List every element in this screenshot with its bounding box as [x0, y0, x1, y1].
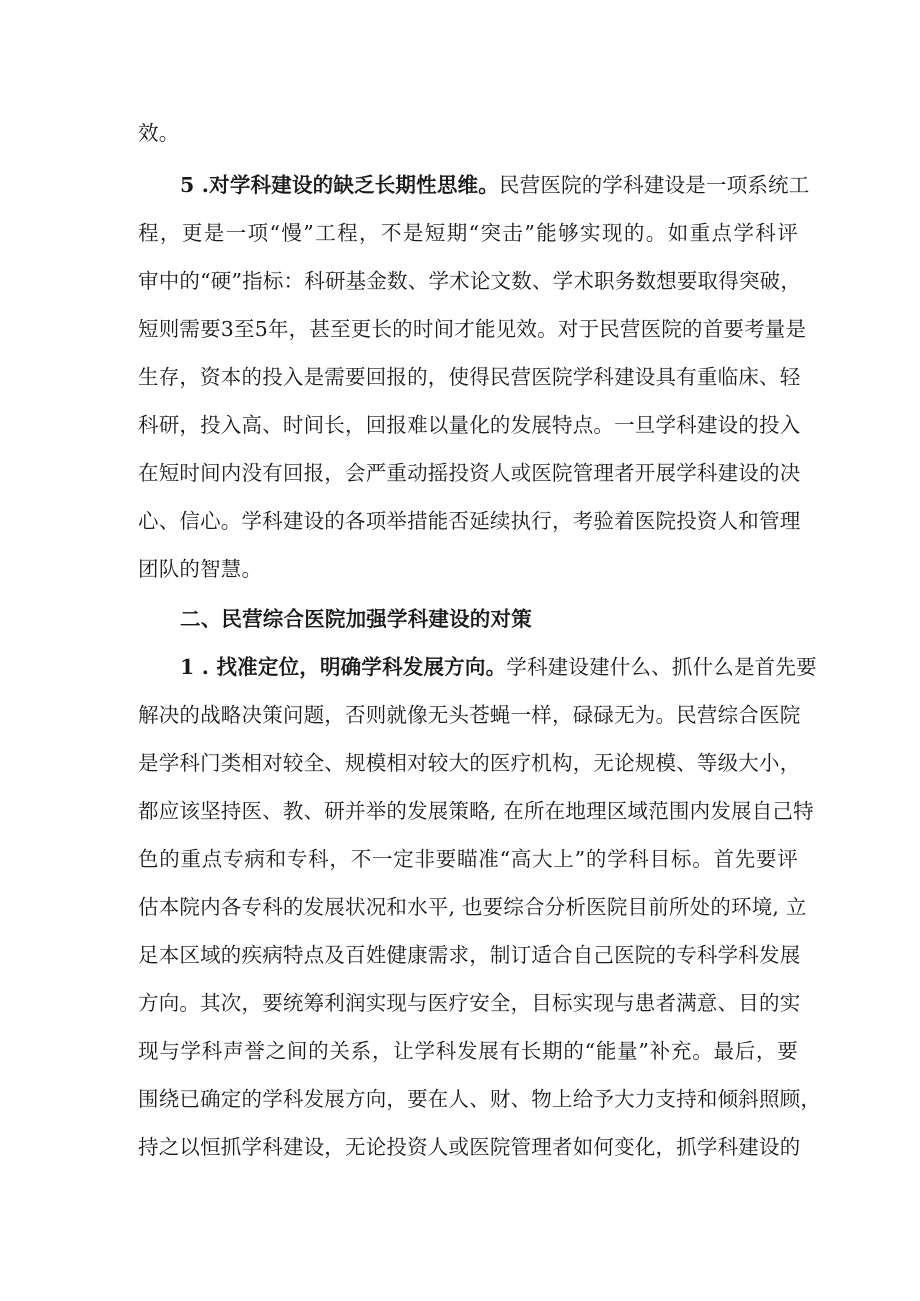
paragraph-line: 都应该坚持医、教、研并举的发展策略, 在所在地理区域范围内发展自己特	[138, 799, 814, 823]
paragraph-line: 团队的智慧。	[138, 557, 263, 581]
paragraph-line: 短则需要3至5年，甚至更长的时间才能见效。对于民营医院的首要考量是	[138, 317, 807, 341]
paragraph-heading: 1 . 找准定位，明确学科发展方向。	[180, 655, 507, 679]
paragraph-line: 在短时间内没有回报，会严重动摇投资人或医院管理者开展学科建设的决	[138, 461, 801, 485]
paragraph-line: 科研，投入高、时间长，回报难以量化的发展特点。一旦学科建设的投入	[138, 413, 801, 437]
paragraph-first-line	[180, 652, 817, 682]
paragraph-line: 持之以恒抓学科建设，无论投资人或医院管理者如何变化，抓学科建设的	[138, 1135, 801, 1159]
paragraph-first-line	[180, 170, 810, 200]
paragraph-line: 效。	[138, 121, 180, 145]
paragraph-line: 解决的战略决策问题，否则就像无头苍蝇一样，碌碌无为。民营综合医院	[138, 703, 801, 727]
paragraph-text: 学科建设建什么、抓什么是首先要	[506, 655, 817, 679]
paragraph-line: 估本院内各专科的发展状况和水平, 也要综合分析医院目前所处的环境, 立	[138, 895, 807, 919]
paragraph-line: 围绕已确定的学科发展方向，要在人、财、物上给予大力支持和倾斜照顾，	[138, 1087, 822, 1111]
paragraph-line: 方向。其次，要统筹利润实现与医疗安全，目标实现与患者满意、目的实	[138, 991, 801, 1015]
paragraph-line: 审中的“硬”指标：科研基金数、学术论文数、学术职务数想要取得突破，	[138, 269, 802, 293]
paragraph-line: 现与学科声誉之间的关系，让学科发展有长期的“能量”补充。最后，要	[138, 1039, 798, 1063]
paragraph-line: 色的重点专病和专科，不一定非要瞄准“高大上”的学科目标。首先要评	[138, 847, 798, 871]
paragraph-heading: 5 .对学科建设的缺乏长期性思维。	[180, 173, 499, 197]
paragraph-line: 程，更是一项“慢”工程，不是短期“突击”能够实现的。如重点学科评	[138, 221, 798, 245]
paragraph-text: 民营医院的学科建设是一项系统工	[498, 173, 810, 197]
paragraph-line: 足本区域的疾病特点及百姓健康需求，制订适合自己医院的专科学科发展	[138, 943, 801, 967]
paragraph-line: 是学科门类相对较全、规模相对较大的医疗机构，无论规模、等级大小，	[138, 751, 801, 775]
section-heading: 二、民营综合医院加强学科建设的对策	[180, 607, 532, 631]
paragraph-line: 生存，资本的投入是需要回报的，使得民营医院学科建设具有重临床、轻	[138, 365, 801, 389]
paragraph-line: 心、信心。学科建设的各项举措能否延续执行，考验着医院投资人和管理	[138, 509, 801, 533]
